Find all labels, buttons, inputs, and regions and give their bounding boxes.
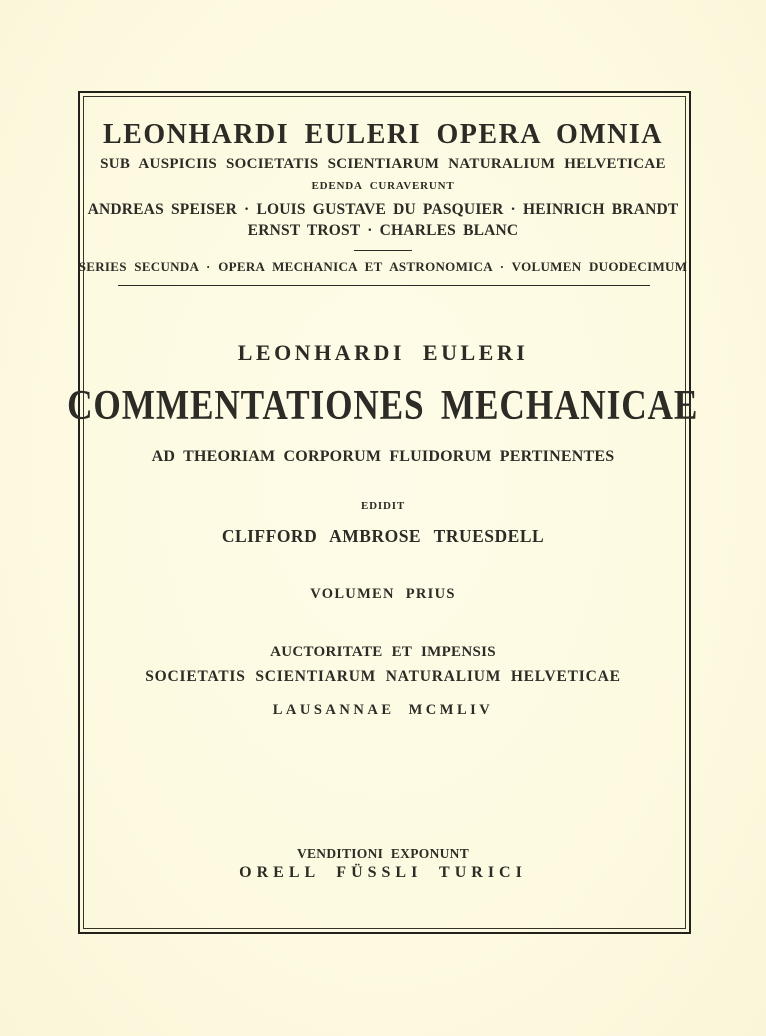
editors-divider-rule <box>354 250 412 251</box>
society-line: SOCIETATIS SCIENTIARUM NATURALIUM HELVETICAE <box>145 668 621 685</box>
series-volume-line: SERIES SECUNDA · OPERA MECHANICA ET ASTRONOMICA · VOLUMEN DUODECIMUM <box>78 259 688 274</box>
editors-line-1: ANDREAS SPEISER · LOUIS GUSTAVE DU PASQUIER · HEINRICH BRANDT <box>87 201 679 218</box>
place-and-year: LAUSANNAE MCMLIV <box>272 702 494 718</box>
venditioni-label: VENDITIONI EXPONUNT <box>296 846 470 861</box>
work-subtitle: AD THEORIAM CORPORUM FLUIDORUM PERTINENTES <box>151 448 615 465</box>
editors-line-2: ERNST TROST · CHARLES BLANC <box>247 222 519 239</box>
work-author: LEONHARDI EULERI <box>237 340 529 365</box>
publisher-name: ORELL FÜSSLI TURICI <box>239 864 527 881</box>
work-title <box>0 385 766 427</box>
volume-number: VOLUMEN PRIUS <box>310 586 456 602</box>
header-divider-rule <box>118 285 650 286</box>
edidit-label: EDIDIT <box>361 500 405 512</box>
series-title: LEONHARDI EULERI OPERA OMNIA <box>102 119 664 150</box>
page-frame-inner <box>83 96 686 929</box>
series-subtitle: SUB AUSPICIIS SOCIETATIS SCIENTIARUM NATURALIUM HELVETICAE <box>100 156 666 172</box>
volume-editor: CLIFFORD AMBROSE TRUESDELL <box>221 526 545 546</box>
work-title-text: COMMENTATIONES MECHANICAE <box>67 383 699 429</box>
auctoritate-line: AUCTORITATE ET IMPENSIS <box>270 644 496 660</box>
edenda-curaverunt-label: EDENDA CURAVERUNT <box>311 180 455 192</box>
